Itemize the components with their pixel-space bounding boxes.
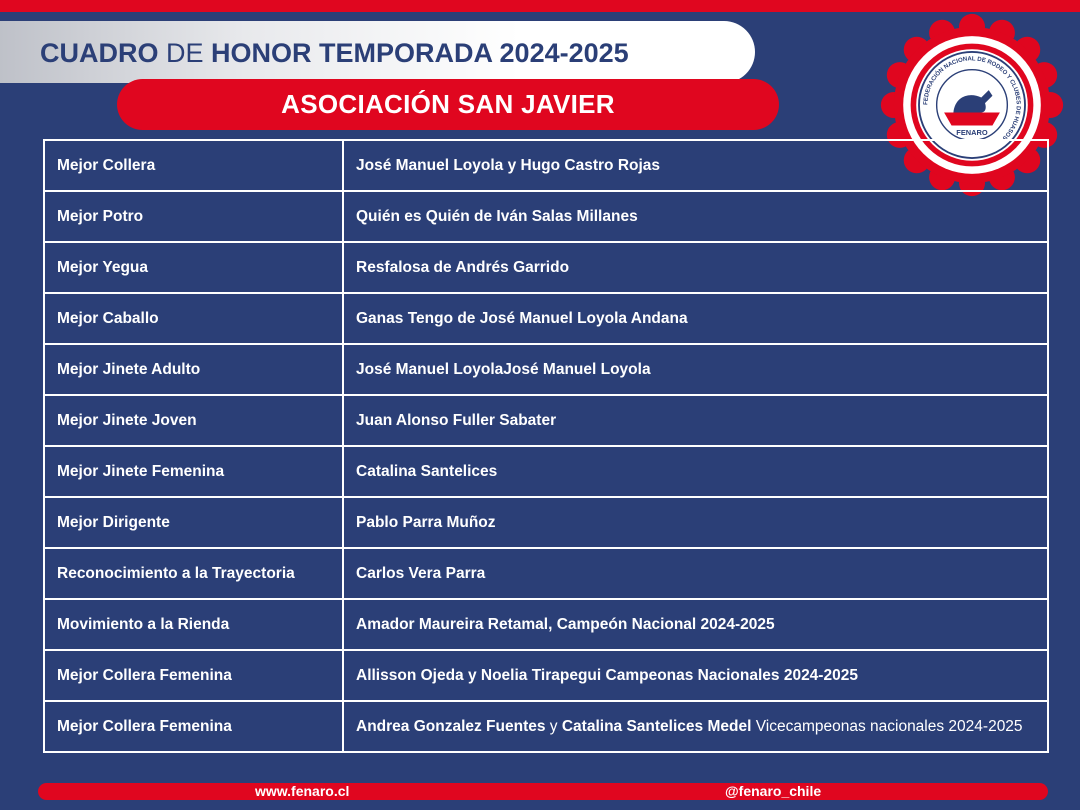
award-winner: Carlos Vera Parra [343, 548, 1048, 599]
award-winner: Allisson Ojeda y Noelia Tirapegui Campeonas Nacionales 2024-2025 [343, 650, 1048, 701]
association-name: ASOCIACIÓN SAN JAVIER [281, 89, 615, 119]
award-category: Mejor Yegua [44, 242, 343, 293]
table-row [44, 140, 1048, 191]
winner-connector: y [545, 717, 562, 735]
logo-ring-text: FEDERACIÓN NACIONAL DE RODEO Y CLUBES DE HUASOS [923, 56, 1021, 141]
table-row [44, 548, 1048, 599]
winner-name: Catalina Santelices Medel [561, 717, 752, 735]
table-row [44, 701, 1048, 752]
horse-icon [944, 112, 1000, 125]
page-title [40, 33, 629, 73]
award-winner: Ganas Tengo de José Manuel Loyola Andana [343, 293, 1048, 344]
table-row [44, 344, 1048, 395]
table-row [44, 446, 1048, 497]
social-handle[interactable]: @fenaro_chile [725, 783, 822, 799]
award-winner: José Manuel LoyolaJosé Manuel Loyola [343, 344, 1048, 395]
association-banner [117, 79, 779, 130]
award-category: Mejor Caballo [44, 293, 343, 344]
award-category: Mejor Jinete Joven [44, 395, 343, 446]
award-winner: Quién es Quién de Iván Salas Millanes [343, 191, 1048, 242]
award-category: Reconocimiento a la Trayectoria [44, 548, 343, 599]
footer-bar [38, 783, 1048, 800]
award-winner: Resfalosa de Andrés Garrido [343, 242, 1048, 293]
award-winner [343, 701, 1048, 752]
table-row [44, 191, 1048, 242]
title-part: HONOR TEMPORADA 2024-2025 [211, 38, 629, 68]
table-row [44, 293, 1048, 344]
award-winner: Amador Maureira Retamal, Campeón Nacional 2024-2025 [343, 599, 1048, 650]
award-winner: José Manuel Loyola y Hugo Castro Rojas [343, 140, 1048, 191]
website-link[interactable]: www.fenaro.cl [255, 783, 350, 799]
table-row [44, 242, 1048, 293]
title-part: CUADRO [40, 38, 159, 68]
table-row [44, 650, 1048, 701]
top-stripe [0, 0, 1080, 12]
award-category: Mejor Collera [44, 140, 343, 191]
award-winner: Pablo Parra Muñoz [343, 497, 1048, 548]
award-category: Mejor Jinete Adulto [44, 344, 343, 395]
title-part: DE [166, 38, 204, 68]
table-row [44, 599, 1048, 650]
award-category: Movimiento a la Rienda [44, 599, 343, 650]
award-category: Mejor Dirigente [44, 497, 343, 548]
logo-abbr: FENARO [956, 127, 988, 137]
table-row [44, 395, 1048, 446]
award-category: Mejor Potro [44, 191, 343, 242]
honor-table [43, 139, 1049, 753]
award-winner: Juan Alonso Fuller Sabater [343, 395, 1048, 446]
winner-note: Vicecampeonas nacionales 2024-2025 [751, 717, 1023, 735]
table-row [44, 497, 1048, 548]
award-winner: Catalina Santelices [343, 446, 1048, 497]
award-category: Mejor Collera Femenina [44, 701, 343, 752]
winner-name: Andrea Gonzalez Fuentes [356, 717, 546, 735]
award-category: Mejor Jinete Femenina [44, 446, 343, 497]
award-category: Mejor Collera Femenina [44, 650, 343, 701]
